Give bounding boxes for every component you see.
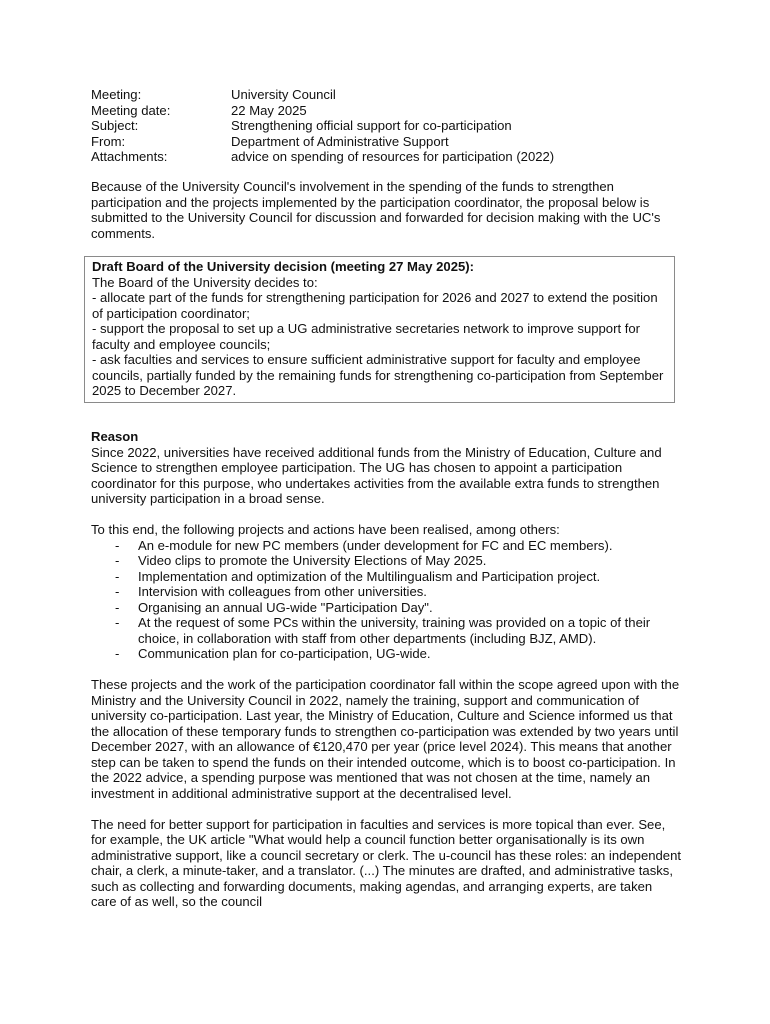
draft-decision-box xyxy=(84,256,675,403)
reason-paragraph-1: Since 2022, universities have received additional funds from the Ministry of Education, Culture and Science to strengthen employee participation. The UG has chosen to appoint a participation coordinator for this purpose, who undertakes activities from the available extra funds to strengthen university participation in a broad sense. xyxy=(91,444,662,506)
from-label: From: xyxy=(91,133,126,149)
actions-intro: To this end, the following projects and actions have been realised, among others: xyxy=(91,522,560,537)
list-dash: - xyxy=(115,537,120,553)
attachments-value: advice on spending of resources for participation (2022) xyxy=(231,149,555,164)
reason-paragraph-3: The need for better support for participation in faculties and services is more topical than ever. See, for example, the UK article "What would help a council function better organisationally is its own administrative support, like a council secretary or clerk. The u-council has these roles: an independent chair, a clerk, a minute-taker, and a translator. (...) The minutes are drafted, and administrative tasks, such as collecting and forwarding documents, making agendas, and arranging experts, are taken care of as well, so the council xyxy=(91,816,682,909)
list-item-text: At the request of some PCs within the university, training was provided on a topic of their choice, in collaboration with staff from other departments (including BJZ, AMD). xyxy=(138,615,651,646)
list-item xyxy=(91,646,681,662)
list-item xyxy=(91,615,681,646)
header-row-meeting-date xyxy=(91,103,691,119)
meeting-header xyxy=(91,87,691,165)
meeting-date-label: Meeting date: xyxy=(91,102,171,118)
list-item-text: Organising an annual UG-wide "Participation Day". xyxy=(138,599,433,615)
list-dash: - xyxy=(115,568,120,584)
list-item-text: Video clips to promote the University Elections of May 2025. xyxy=(138,553,487,568)
list-item-text: Communication plan for co-participation, UG-wide. xyxy=(138,646,431,661)
reason-heading: Reason xyxy=(91,429,139,444)
header-row-meeting xyxy=(91,87,691,103)
list-item xyxy=(91,553,681,569)
decision-lead: The Board of the University decides to: xyxy=(92,274,318,290)
decision-title: Draft Board of the University decision (meeting 27 May 2025): xyxy=(92,259,475,274)
header-row-subject xyxy=(91,118,691,134)
decision-item: - allocate part of the funds for strengthening participation for 2026 and 2027 to extend the position of participation coordinator; xyxy=(92,290,658,321)
list-dash: - xyxy=(115,553,120,568)
reason-section xyxy=(91,429,681,910)
list-item xyxy=(91,569,681,585)
list-item xyxy=(91,538,681,554)
meeting-value: University Council xyxy=(231,87,336,102)
header-row-from xyxy=(91,134,691,150)
decision-item: - ask faculties and services to ensure sufficient administrative support for faculty and employee councils, partially funded by the remaining funds for strengthening co-participation from September 2025 to December 2027. xyxy=(92,352,664,398)
intro-paragraph: Because of the University Council's involvement in the spending of the funds to strengthen participation and the projects implemented by the participation coordinator, the proposal below is submitted to the University Council for discussion and forwarded for decision making with the UC's comments. xyxy=(91,179,661,241)
header-row-attachments xyxy=(91,149,691,165)
list-dash: - xyxy=(115,599,120,615)
meeting-date-value: 22 May 2025 xyxy=(231,102,307,118)
list-item xyxy=(91,584,681,600)
list-dash: - xyxy=(115,615,120,630)
list-item-text: An e-module for new PC members (under development for FC and EC members). xyxy=(138,537,613,553)
actions-list xyxy=(91,538,681,662)
list-item-text: Intervision with colleagues from other universities. xyxy=(138,584,427,599)
meeting-label: Meeting: xyxy=(91,87,142,102)
list-item-text: Implementation and optimization of the Multilingualism and Participation project. xyxy=(138,568,601,584)
list-dash: - xyxy=(115,584,120,599)
reason-paragraph-2: These projects and the work of the participation coordinator fall within the scope agreed upon with the Ministry and the University Council in 2022, namely the training, support and communication of university co-participation. Last year, the Ministry of Education, Culture and Science informed us that the allocation of these temporary funds to strengthen co-participation was extended by two years until December 2027, with an allowance of €120,470 per year (price level 2024). This means that another step can be taken to spend the funds on their intended outcome, which is to boost co-participation. In the 2022 advice, a spending purpose was mentioned that was not chosen at the time, namely an investment in additional administrative support at the decentralised level. xyxy=(91,677,680,801)
attachments-label: Attachments: xyxy=(91,149,168,164)
decision-item: - support the proposal to set up a UG administrative secretaries network to improve support for faculty and employee councils; xyxy=(92,321,641,352)
list-dash: - xyxy=(115,646,120,661)
subject-label: Subject: xyxy=(91,118,139,133)
from-value: Department of Administrative Support xyxy=(231,133,449,149)
subject-value: Strengthening official support for co-participation xyxy=(231,118,512,133)
list-item xyxy=(91,600,681,616)
